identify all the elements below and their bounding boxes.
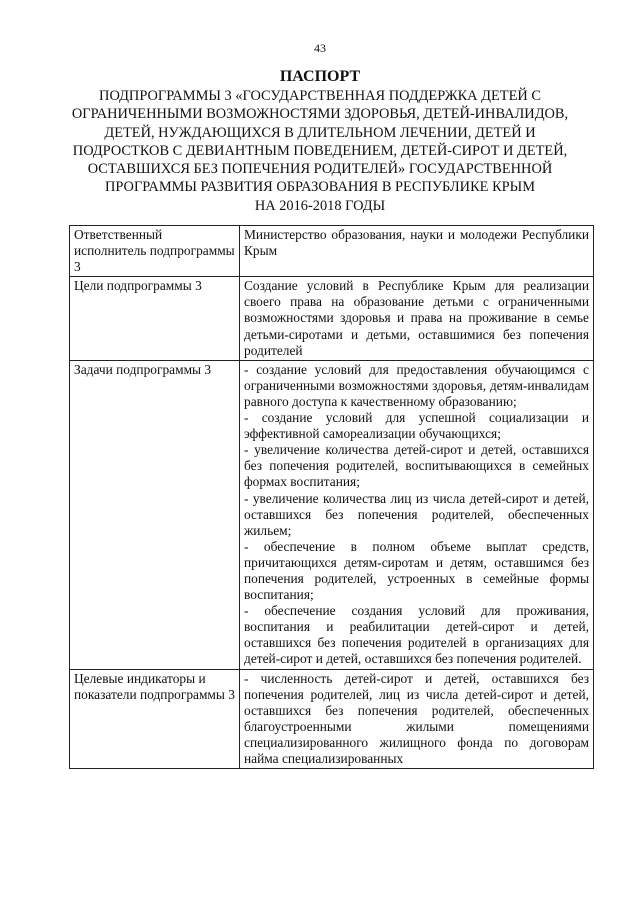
row-value [240,360,594,669]
row-value [240,277,594,360]
subtitle-line: ПОДПРОГРАММЫ 3 «ГОСУДАРСТВЕННАЯ ПОДДЕРЖКА ДЕТЕЙ С [99,88,541,104]
subtitle-line: ОГРАНИЧЕННЫМИ ВОЗМОЖНОСТЯМИ ЗДОРОВЬЯ, ДЕТЕЙ-ИНВАЛИДОВ, [71,106,569,123]
row-label: Цели подпрограммы 3 [70,277,240,360]
value-paragraph: - увеличение количества детей-сирот и детей, оставшихся без попечения родителей, воспитывающихся в семейных формах воспитания; [244,442,589,490]
table-row-responsible [70,226,594,277]
value-paragraph: - увеличение количества лиц из числа детей-сирот и детей, оставшихся без попечения родителей, обеспеченных жильем; [244,490,589,538]
subtitle-line: ОСТАВШИХСЯ БЕЗ ПОПЕЧЕНИЯ РОДИТЕЛЕЙ» ГОСУДАРСТВЕННОЙ [87,161,553,178]
value-paragraph: Министерство образования, науки и молодежи Республики Крым [244,227,589,259]
row-label: Целевые индикаторы и показатели подпрограммы 3 [70,669,240,769]
table-row-goals [70,277,594,360]
title-block [60,67,580,215]
subtitle-line: ДЕТЕЙ, НУЖДАЮЩИХСЯ В ДЛИТЕЛЬНОМ ЛЕЧЕНИИ, ДЕТЕЙ И [104,124,536,141]
page-number: 43 [314,41,326,55]
row-value [240,669,594,769]
subtitle-line: ПРОГРАММЫ РАЗВИТИЯ ОБРАЗОВАНИЯ В РЕСПУБЛИКЕ КРЫМ [104,179,536,196]
table-row-tasks [70,360,594,669]
document-title: ПАСПОРТ [279,68,361,85]
subtitle-line: ПОДРОСТКОВ С ДЕВИАНТНЫМ ПОВЕДЕНИЕМ, ДЕТЕЙ-СИРОТ И ДЕТЕЙ, [72,142,568,159]
value-paragraph: - обеспечение создания условий для проживания, воспитания и реабилитации детей-сирот и детей, оставшихся без попечения родителей в организациях для детей-сирот и детей, оставшихся без попечения родителей. [244,603,589,667]
document-subtitle [60,87,580,215]
table-row-indicators [70,669,594,769]
row-value [240,226,594,277]
row-label: Ответственный исполнитель подпрограммы 3 [70,226,240,277]
value-paragraph: - создание условий для успешной социализации и эффективной самореализации обучающихся; [244,410,589,442]
value-paragraph: - создание условий для предоставления обучающимся с ограниченными возможностями здоровья, детям-инвалидам равного доступа к качественному образованию; [244,361,589,409]
row-label: Задачи подпрограммы 3 [70,360,240,669]
passport-table [69,225,594,769]
value-paragraph: - обеспечение в полном объеме выплат средств, причитающихся детям-сиротам и детям, оставшимся без попечения родителей, устроенных в семейные формы воспитания; [244,538,589,603]
value-paragraph: - численность детей-сирот и детей, оставшихся без попечения родителей, лиц из числа детей-сирот и детей, оставшихся без попечения родителей, обеспеченных благоустроенными жилыми помещениями специализированного жилищного фонда по договорам найма специализированных [244,670,589,766]
subtitle-line: НА 2016-2018 ГОДЫ [254,197,386,214]
value-paragraph: Создание условий в Республике Крым для реализации своего права на образование детьми с ограниченными возможностями здоровья и права на проживание в семье детьми-сиротами и детьми, оставшимися без попечения родителей [244,278,589,358]
